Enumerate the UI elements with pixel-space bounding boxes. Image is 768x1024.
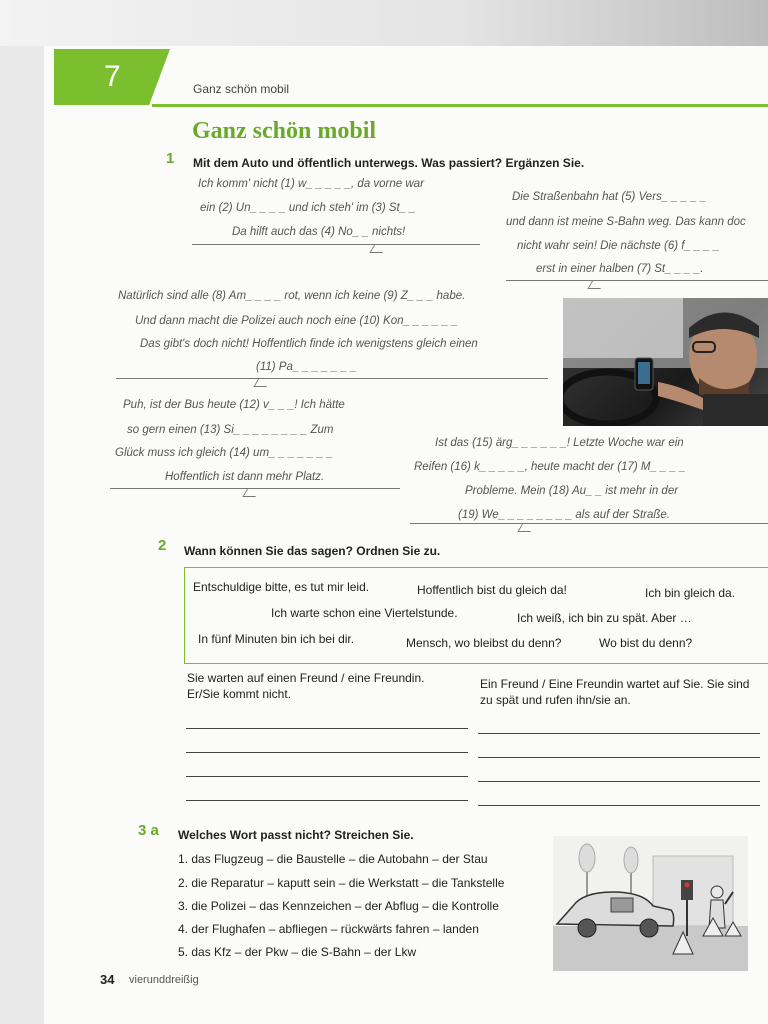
column-left-line-1: Sie warten auf einen Freund / eine Freundin. (187, 671, 425, 685)
column-left-heading (187, 670, 424, 702)
write-line-right-4[interactable] (478, 805, 760, 806)
page-title: Ganz schön mobil (192, 118, 377, 144)
phrase-1: Entschuldige bitte, es tut mir leid. (193, 580, 370, 594)
list-item-1: 1. das Flugzeug – die Baustelle – die Autobahn – der Stau (178, 852, 488, 866)
bubble-b-tail-line (506, 280, 768, 281)
photo-illustration (563, 298, 768, 426)
bubble-b-line-1: Die Straßenbahn hat (5) Vers_ _ _ _ _ (512, 191, 707, 203)
phrase-5: Ich weiß, ich bin zu spät. Aber … (517, 611, 692, 625)
bubble-e-line-1: Ist das (15) ärg_ _ _ _ _ _! Letzte Woche war ein (435, 437, 684, 449)
write-line-left-3[interactable] (186, 776, 468, 777)
bubble-a-line-2: ein (2) Un_ _ _ _ und ich steh' im (3) St_ _ (200, 202, 416, 214)
bubble-e-line-2: Reifen (16) k_ _ _ _ _, heute macht der (17) M_ _ _ _ (414, 461, 686, 473)
bubble-c-tail-line (116, 378, 548, 379)
street-illustration (553, 836, 748, 971)
page-number-word: vierunddreißig (129, 974, 199, 986)
bubble-b-line-3: nicht wahr sein! Die nächste (6) f_ _ _ _ (517, 240, 720, 252)
write-line-left-1[interactable] (186, 728, 468, 729)
bubble-e-line-4: (19) We_ _ _ _ _ _ _ _ als auf der Straße. (458, 509, 671, 521)
list-item-2: 2. die Reparatur – kaputt sein – die Werkstatt – die Tankstelle (178, 876, 505, 890)
write-line-right-1[interactable] (478, 733, 760, 734)
bubble-e-tail-line (410, 523, 768, 524)
chapter-number: 7 (104, 60, 121, 93)
phrase-8: Wo bist du denn? (599, 636, 693, 650)
exercise-3a-instruction: Welches Wort passt nicht? Streichen Sie. (178, 828, 414, 842)
list-item-3: 3. die Polizei – das Kennzeichen – der Abflug – die Kontrolle (178, 899, 499, 913)
bubble-d-line-3: Glück muss ich gleich (14) um_ _ _ _ _ _ _ (115, 447, 333, 459)
bubble-c-line-2: Und dann macht die Polizei auch noch eine (10) Kon_ _ _ _ _ _ (135, 315, 458, 327)
exercise-3a-number: 3 a (138, 822, 159, 839)
write-line-right-2[interactable] (478, 757, 760, 758)
write-line-right-3[interactable] (478, 781, 760, 782)
column-right-line-1: Ein Freund / Eine Freundin wartet auf Sie. Sie sind (480, 677, 750, 691)
column-right-heading (480, 676, 749, 708)
page-number: 34 (100, 972, 115, 987)
page-top-shadow (0, 0, 768, 46)
write-line-left-4[interactable] (186, 800, 468, 801)
bubble-d-line-4: Hoffentlich ist dann mehr Platz. (165, 471, 325, 483)
phrase-6: In fünf Minuten bin ich bei dir. (198, 632, 355, 646)
running-title: Ganz schön mobil (193, 82, 290, 96)
exercise-1-number: 1 (166, 150, 175, 167)
bubble-c-line-1: Natürlich sind alle (8) Am_ _ _ _ rot, wenn ich keine (9) Z_ _ _ habe. (118, 290, 466, 302)
bubble-c-line-3: Das gibt's doch nicht! Hoffentlich finde ich wenigstens gleich einen (140, 338, 478, 350)
phrase-3: Ich bin gleich da. (645, 586, 736, 600)
bubble-e-line-3: Probleme. Mein (18) Au_ _ ist mehr in der (465, 485, 679, 497)
column-right-line-2: zu spät und rufen ihn/sie an. (480, 693, 631, 707)
phrase-2: Hoffentlich bist du gleich da! (417, 583, 567, 597)
driver-phone-photo (563, 298, 768, 426)
bubble-c-line-4: (11) Pa_ _ _ _ _ _ _ (256, 361, 357, 373)
exercise-2-number: 2 (158, 537, 167, 554)
bubble-b-line-2: und dann ist meine S-Bahn weg. Das kann doc (506, 216, 746, 228)
list-item-4: 4. der Flughafen – abfliegen – rückwärts fahren – landen (178, 922, 479, 936)
column-left-line-2: Er/Sie kommt nicht. (187, 687, 292, 701)
bubble-a-line-1: Ich komm' nicht (1) w_ _ _ _ _, da vorne war (198, 178, 424, 190)
header-rule (152, 104, 768, 107)
bubble-d-line-2: so gern einen (13) Si_ _ _ _ _ _ _ _ Zum (127, 424, 334, 436)
bubble-a-tail-line (192, 244, 480, 245)
write-line-left-2[interactable] (186, 752, 468, 753)
bubble-a-line-3: Da hilft auch das (4) No_ _ nichts! (232, 226, 406, 238)
exercise-1-instruction: Mit dem Auto und öffentlich unterwegs. Was passiert? Ergänzen Sie. (193, 156, 585, 170)
exercise-2-instruction: Wann können Sie das sagen? Ordnen Sie zu. (184, 544, 441, 558)
phrase-7: Mensch, wo bleibst du denn? (406, 636, 562, 650)
bubble-b-line-4: erst in einer halben (7) St_ _ _ _. (536, 263, 704, 275)
street-cartoon (553, 836, 748, 971)
bubble-d-line-1: Puh, ist der Bus heute (12) v_ _ _! Ich hätte (123, 399, 345, 411)
phrase-4: Ich warte schon eine Viertelstunde. (271, 606, 458, 620)
list-item-5: 5. das Kfz – der Pkw – die S-Bahn – der Lkw (178, 945, 417, 959)
